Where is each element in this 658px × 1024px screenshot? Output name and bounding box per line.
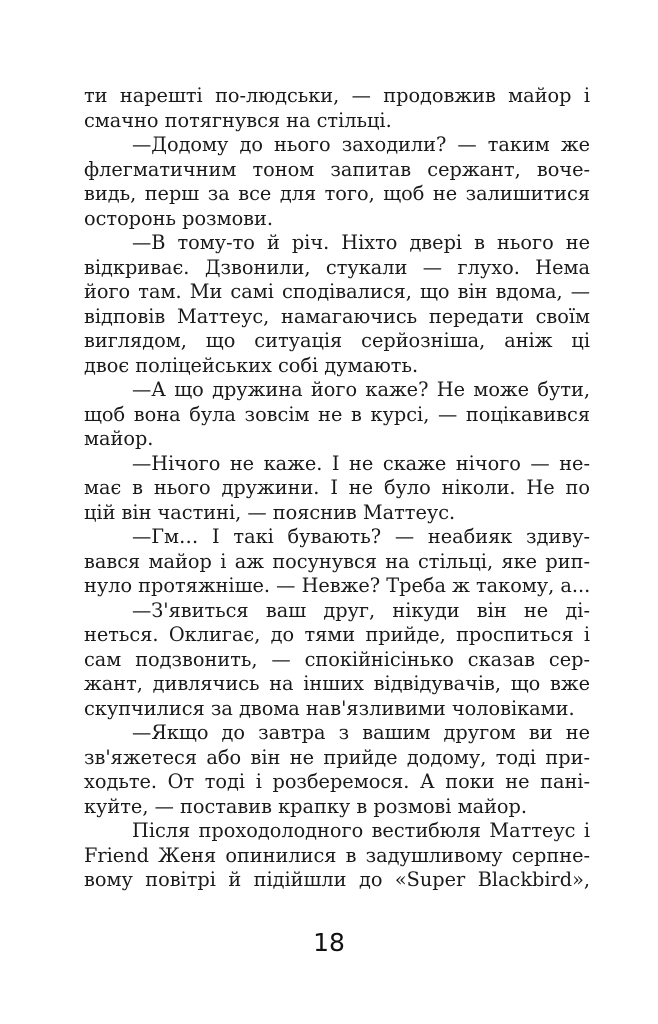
text-line: —Якщо до завтра з вашим другом ви не xyxy=(132,721,590,744)
text-line: зв'яжетеся або він не прийде додому, тоді при- xyxy=(84,745,590,769)
text-line: жант, дивлячись на інших відвідувачів, що вже xyxy=(84,672,590,695)
text-line: неться. Оклигає, до тями прийде, проспиться і xyxy=(84,623,590,646)
text-line: його там. Ми самі сподівалися, що він вдома, — xyxy=(84,280,590,303)
page-number: 18 xyxy=(313,928,345,957)
body-text xyxy=(84,84,590,893)
text-line: —В тому-то й річ. Ніхто двері в нього не xyxy=(132,231,590,254)
text-line: цій він частині, — пояснив Маттеус. xyxy=(84,500,456,524)
text-line: відкриває. Дзвонили, стукали — глухо. Нема xyxy=(84,255,590,279)
text-line: майор. xyxy=(84,427,154,450)
text-line: —Гм… І такі бувають? — неабияк здиву- xyxy=(132,525,590,548)
text-line: —Додому до нього заходили? — таким же xyxy=(132,133,590,156)
text-line: —Нічого не каже. І не скаже нічого — не- xyxy=(132,451,590,475)
text-line: Після проходолодного вестибюля Маттеус і xyxy=(132,819,590,842)
text-line: —З'явиться ваш друг, нікуди він не ді- xyxy=(132,598,590,622)
text-line: вому повітрі й підійшли до «Super Blackbird», xyxy=(84,868,590,891)
text-line: флегматичним тоном запитав сержант, воче- xyxy=(84,157,590,181)
text-line: сам подзвонить, — спокійнісінько сказав сер- xyxy=(84,647,590,671)
text-line: ходьте. От тоді і розберемося. А поки не пані- xyxy=(84,770,590,793)
text-line: двоє поліцейських собі думають. xyxy=(84,353,419,377)
text-line: смачно потягнувся на стільці. xyxy=(84,108,392,132)
text-line: видь, перш за все для того, щоб не залишитися xyxy=(84,182,590,205)
text-line: ти нарешті по-людськи, — продовжив майор і xyxy=(84,84,590,107)
text-line: нуло протяжніше. — Невже? Треба ж такому, а... xyxy=(84,574,591,597)
text-line: осторонь розмови. xyxy=(84,206,274,230)
text-line: щоб вона була зовсім не в курсі, — поцікавився xyxy=(84,402,590,426)
text-line: —А що дружина його каже? Не може бути, xyxy=(132,378,590,401)
text-line: Friend Женя опинилися в задушливому серпне- xyxy=(84,843,590,867)
text-line: скупчилися за двома нав'язливими чоловіками. xyxy=(84,696,575,720)
text-line: куйте, — поставив крапку в розмові майор. xyxy=(84,794,527,818)
text-line: виглядом, що ситуація серйозніша, аніж ці xyxy=(84,329,590,352)
text-line: відповів Маттеус, намагаючись передати своїм xyxy=(84,304,590,328)
text-line: вався майор і аж посунувся на стільці, яке рип- xyxy=(84,549,590,573)
text-line: має в нього дружини. І не було ніколи. Не по xyxy=(84,476,590,499)
